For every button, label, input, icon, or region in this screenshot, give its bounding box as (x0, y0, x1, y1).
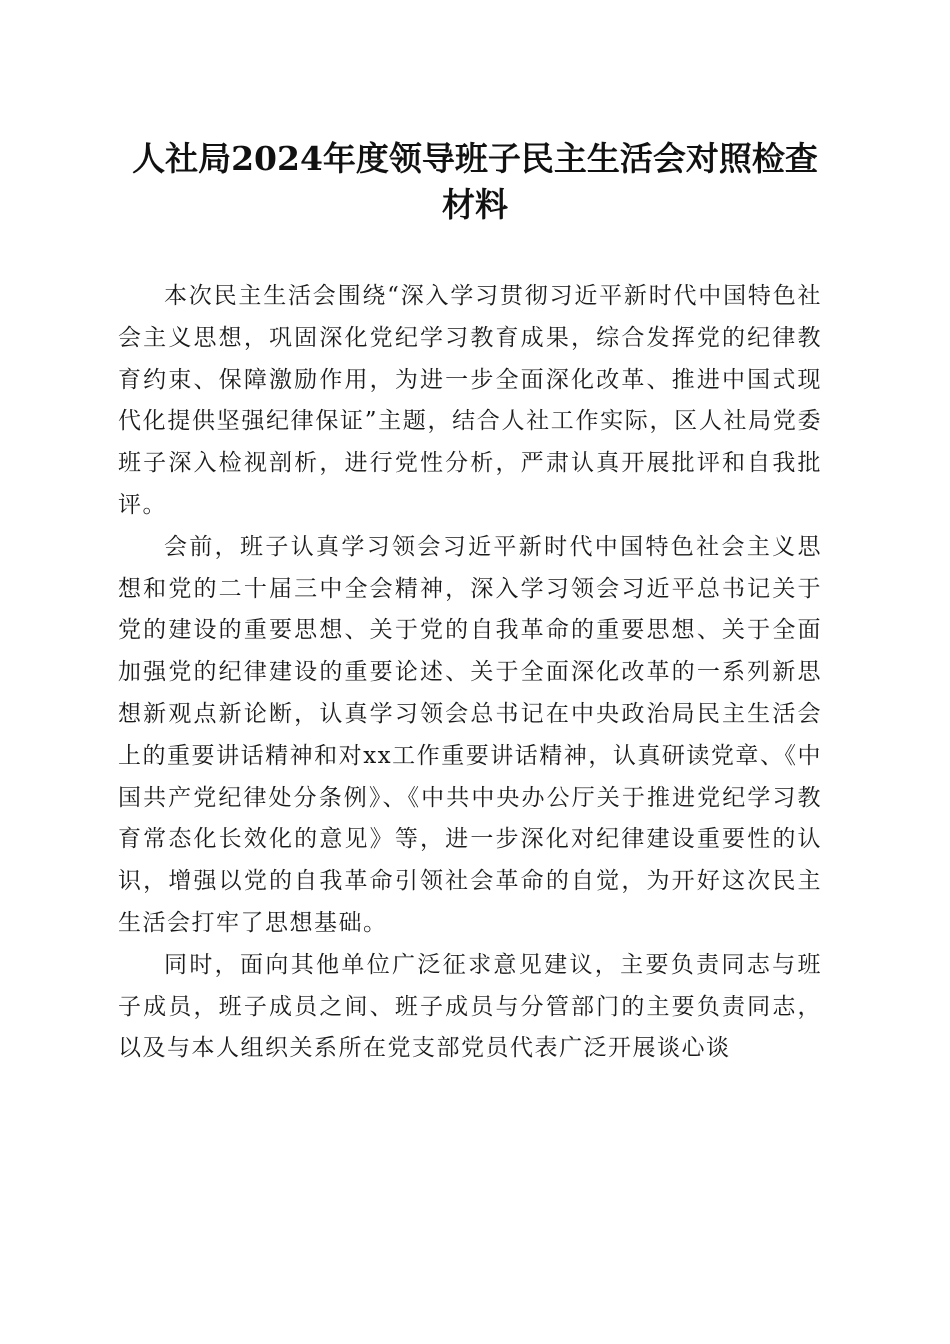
paragraph-theme: 本次民主生活会围绕“深入学习贯彻习近平新时代中国特色社会主义思想，巩固深化党纪学习教育成果，综合发挥党的纪律教育约束、保障激励作用，为进一步全面深化改革、推进中国式现代化提供坚强纪律保证”主题，结合人社工作实际，区人社局党委班子深入检视剖析，进行党性分析，严肃认真开展批评和自我批评。 (118, 283, 822, 518)
paragraph-study: 会前，班子认真学习领会习近平新时代中国特色社会主义思想和党的二十届三中全会精神，深入学习领会习近平总书记关于党的建设的重要思想、关于党的自我革命的重要思想、关于全面加强党的纪律建设的重要论述、关于全面深化改革的一系列新思想新观点新论断，认真学习领会总书记在中央政治局民主生活会上的重要讲话精神和对xx工作重要讲话精神，认真研读党章、《中国共产党纪律处分条例》、《中共中央办公厅关于推进党纪学习教育常态化长效化的意见》等，进一步深化对纪律建设重要性的认识，增强以党的自我革命引领社会革命的自觉，为开好这次民主生活会打牢了思想基础。 (118, 533, 822, 936)
paragraph-opinions: 同时，面向其他单位广泛征求意见建议，主要负责同志与班子成员，班子成员之间、班子成员与分管部门的主要负责同志，以及与本人组织关系所在党支部党员代表广泛开展谈心谈 (118, 951, 822, 1062)
document-title: 人社局2024年度领导班子民主生活会对照检查材料 (132, 139, 818, 224)
document-body (118, 276, 822, 1070)
